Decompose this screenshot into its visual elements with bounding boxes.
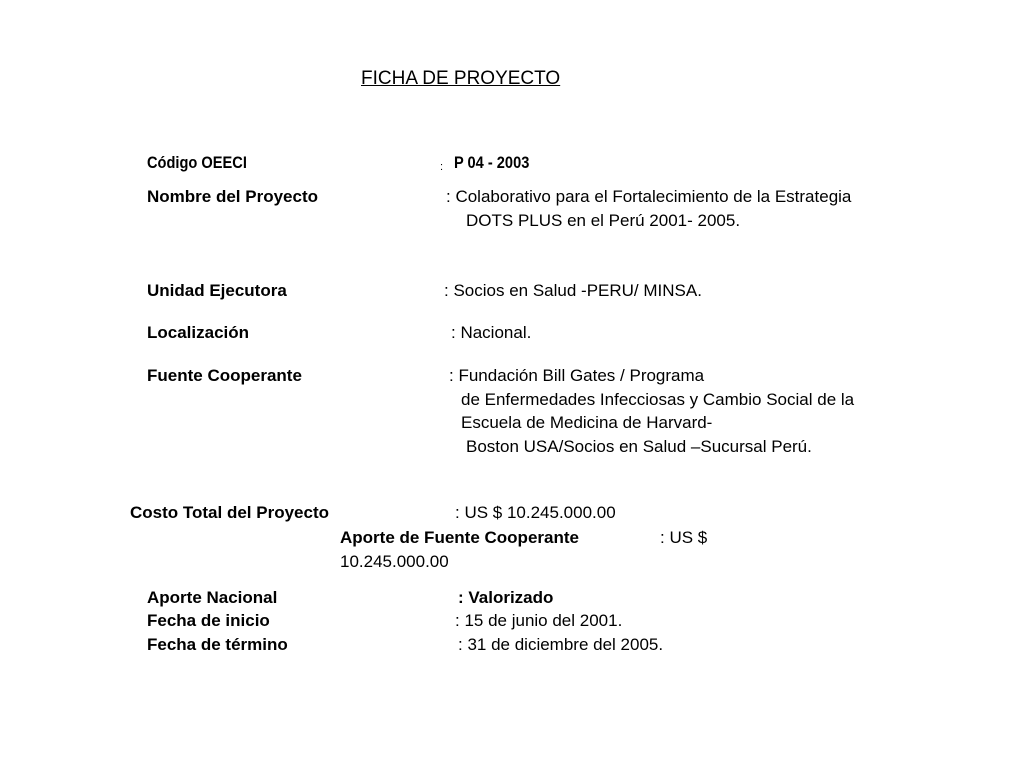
codigo-separator: : — [440, 161, 444, 173]
fecha-termino-label: Fecha de término — [147, 635, 288, 654]
unidad-value: : Socios en Salud -PERU/ MINSA. — [444, 281, 702, 300]
aporte-fuente-label: Aporte de Fuente Cooperante — [340, 528, 579, 547]
fuente-value-line3: Escuela de Medicina de Harvard- — [461, 413, 713, 432]
fuente-value-line4: Boston USA/Socios en Salud –Sucursal Perú. — [466, 437, 812, 456]
fecha-termino-value: : 31 de diciembre del 2005. — [458, 635, 664, 654]
aporte-fuente-value-line2: 10.245.000.00 — [340, 552, 449, 571]
fuente-value-line2: de Enfermedades Infecciosas y Cambio Social de la — [461, 390, 855, 409]
nombre-label: Nombre del Proyecto — [147, 187, 318, 206]
nombre-value-line1: : Colaborativo para el Fortalecimiento de la Estrategia — [446, 187, 852, 206]
aporte-nacional-label: Aporte Nacional — [147, 588, 278, 607]
fecha-inicio-label: Fecha de inicio — [147, 611, 270, 630]
localizacion-label: Localización — [147, 323, 250, 342]
nombre-value-line2: DOTS PLUS en el Perú 2001- 2005. — [466, 211, 741, 230]
page-title: FICHA DE PROYECTO — [361, 68, 561, 89]
localizacion-value: : Nacional. — [451, 323, 532, 342]
codigo-value: P 04 - 2003 — [454, 153, 530, 172]
aporte-fuente-value: : US $ — [660, 528, 708, 547]
fuente-label: Fuente Cooperante — [147, 366, 302, 385]
unidad-label: Unidad Ejecutora — [147, 281, 287, 300]
costo-value: : US $ 10.245.000.00 — [455, 503, 616, 522]
fecha-inicio-value: : 15 de junio del 2001. — [455, 611, 623, 630]
codigo-label: Código OEECI — [147, 153, 247, 172]
costo-label: Costo Total del Proyecto — [130, 503, 329, 522]
fuente-value-line1: : Fundación Bill Gates / Programa — [449, 366, 705, 385]
aporte-nacional-value: : Valorizado — [458, 588, 554, 607]
